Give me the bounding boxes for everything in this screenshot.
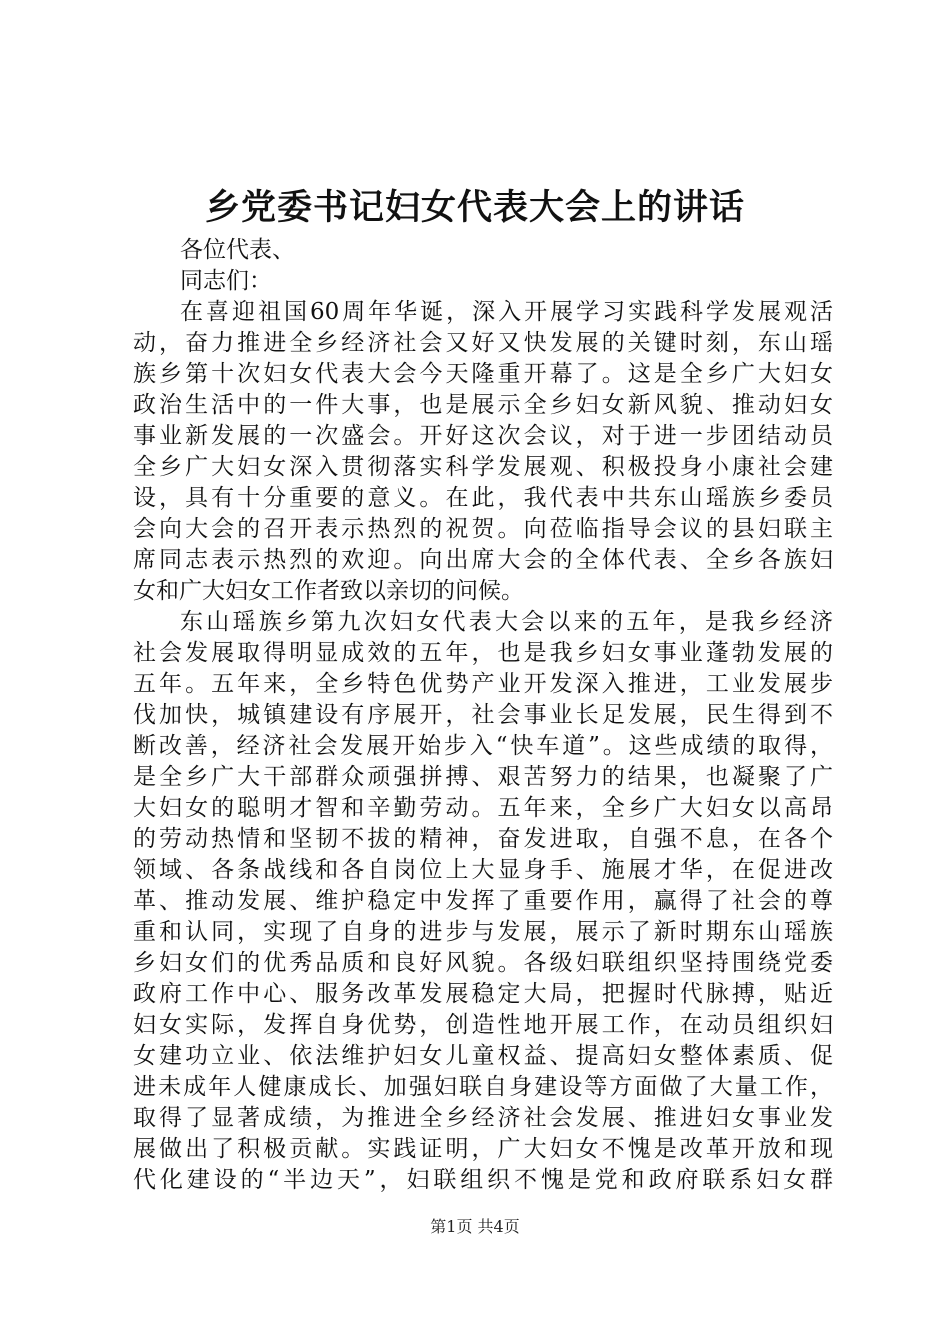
text-line: 政府工作中心、服务改革发展稳定大局，把握时代脉搏，贴近 — [133, 981, 833, 1007]
salutation-line: 各位代表、 — [180, 237, 295, 263]
text-line: 的劳动热情和坚韧不拔的精神，奋发进取，自强不息，在各个 — [133, 826, 833, 852]
text-line: 女建功立业、依法维护妇女儿童权益、提高妇女整体素质、促 — [133, 1043, 833, 1069]
text-line: 事业新发展的一次盛会。开好这次会议，对于进一步团结动员 — [133, 423, 833, 449]
page-footer — [0, 1216, 950, 1238]
text-line: 在喜迎祖国60周年华诞，深入开展学习实践科学发展观活 — [180, 299, 833, 325]
text-line: 妇女实际，发挥自身优势，创造性地开展工作，在动员组织妇 — [133, 1012, 833, 1038]
text-line: 伐加快，城镇建设有序展开，社会事业长足发展，民生得到不 — [133, 702, 833, 728]
document-title: 乡党委书记妇女代表大会上的讲话 — [204, 188, 745, 228]
text-line: 大妇女的聪明才智和辛勤劳动。五年来，全乡广大妇女以高昂 — [133, 795, 833, 821]
text-line: 是全乡广大干部群众顽强拼搏、艰苦努力的结果，也凝聚了广 — [133, 764, 833, 790]
text-line: 革、推动发展、维护稳定中发挥了重要作用，赢得了社会的尊 — [133, 888, 833, 914]
text-line: 乡妇女们的优秀品质和良好风貌。各级妇联组织坚持围绕党委 — [133, 950, 833, 976]
salutation-line: 同志们： — [180, 268, 272, 294]
text-line: 展做出了积极贡献。实践证明，广大妇女不愧是改革开放和现 — [133, 1136, 833, 1162]
paragraph-1 — [133, 297, 833, 607]
text-line: 政治生活中的一件大事，也是展示全乡妇女新风貌、推动妇女 — [133, 392, 833, 418]
text-line: 全乡广大妇女深入贯彻落实科学发展观、积极投身小康社会建 — [133, 454, 833, 480]
text-line: 断改善，经济社会发展开始步入“快车道”。这些成绩的取得， — [133, 733, 833, 759]
text-line: 女和广大妇女工作者致以亲切的问候。 — [133, 578, 524, 604]
paragraph-2 — [133, 607, 833, 1196]
text-line: 五年。五年来，全乡特色优势产业开发深入推进，工业发展步 — [133, 671, 833, 697]
document-body — [133, 235, 833, 1196]
text-line: 会向大会的召开表示热烈的祝贺。向莅临指导会议的县妇联主 — [133, 516, 833, 542]
text-line: 东山瑶族乡第九次妇女代表大会以来的五年，是我乡经济 — [180, 609, 833, 635]
text-line: 动，奋力推进全乡经济社会又好又快发展的关键时刻，东山瑶 — [133, 330, 833, 356]
text-line: 进未成年人健康成长、加强妇联自身建设等方面做了大量工作， — [133, 1074, 833, 1100]
text-line: 社会发展取得明显成效的五年，也是我乡妇女事业蓬勃发展的 — [133, 640, 833, 666]
text-line: 取得了显著成绩，为推进全乡经济社会发展、推进妇女事业发 — [133, 1105, 833, 1131]
text-line: 族乡第十次妇女代表大会今天隆重开幕了。这是全乡广大妇女 — [133, 361, 833, 387]
text-line: 重和认同，实现了自身的进步与发展，展示了新时期东山瑶族 — [133, 919, 833, 945]
text-line: 席同志表示热烈的欢迎。向出席大会的全体代表、全乡各族妇 — [133, 547, 833, 573]
text-line: 代化建设的“半边天”，妇联组织不愧是党和政府联系妇女群 — [133, 1167, 833, 1193]
text-line: 领域、各条战线和各自岗位上大显身手、施展才华，在促进改 — [133, 857, 833, 883]
page-number: 第1页 共4页 — [430, 1217, 520, 1236]
text-line: 设，具有十分重要的意义。在此，我代表中共东山瑶族乡委员 — [133, 485, 833, 511]
